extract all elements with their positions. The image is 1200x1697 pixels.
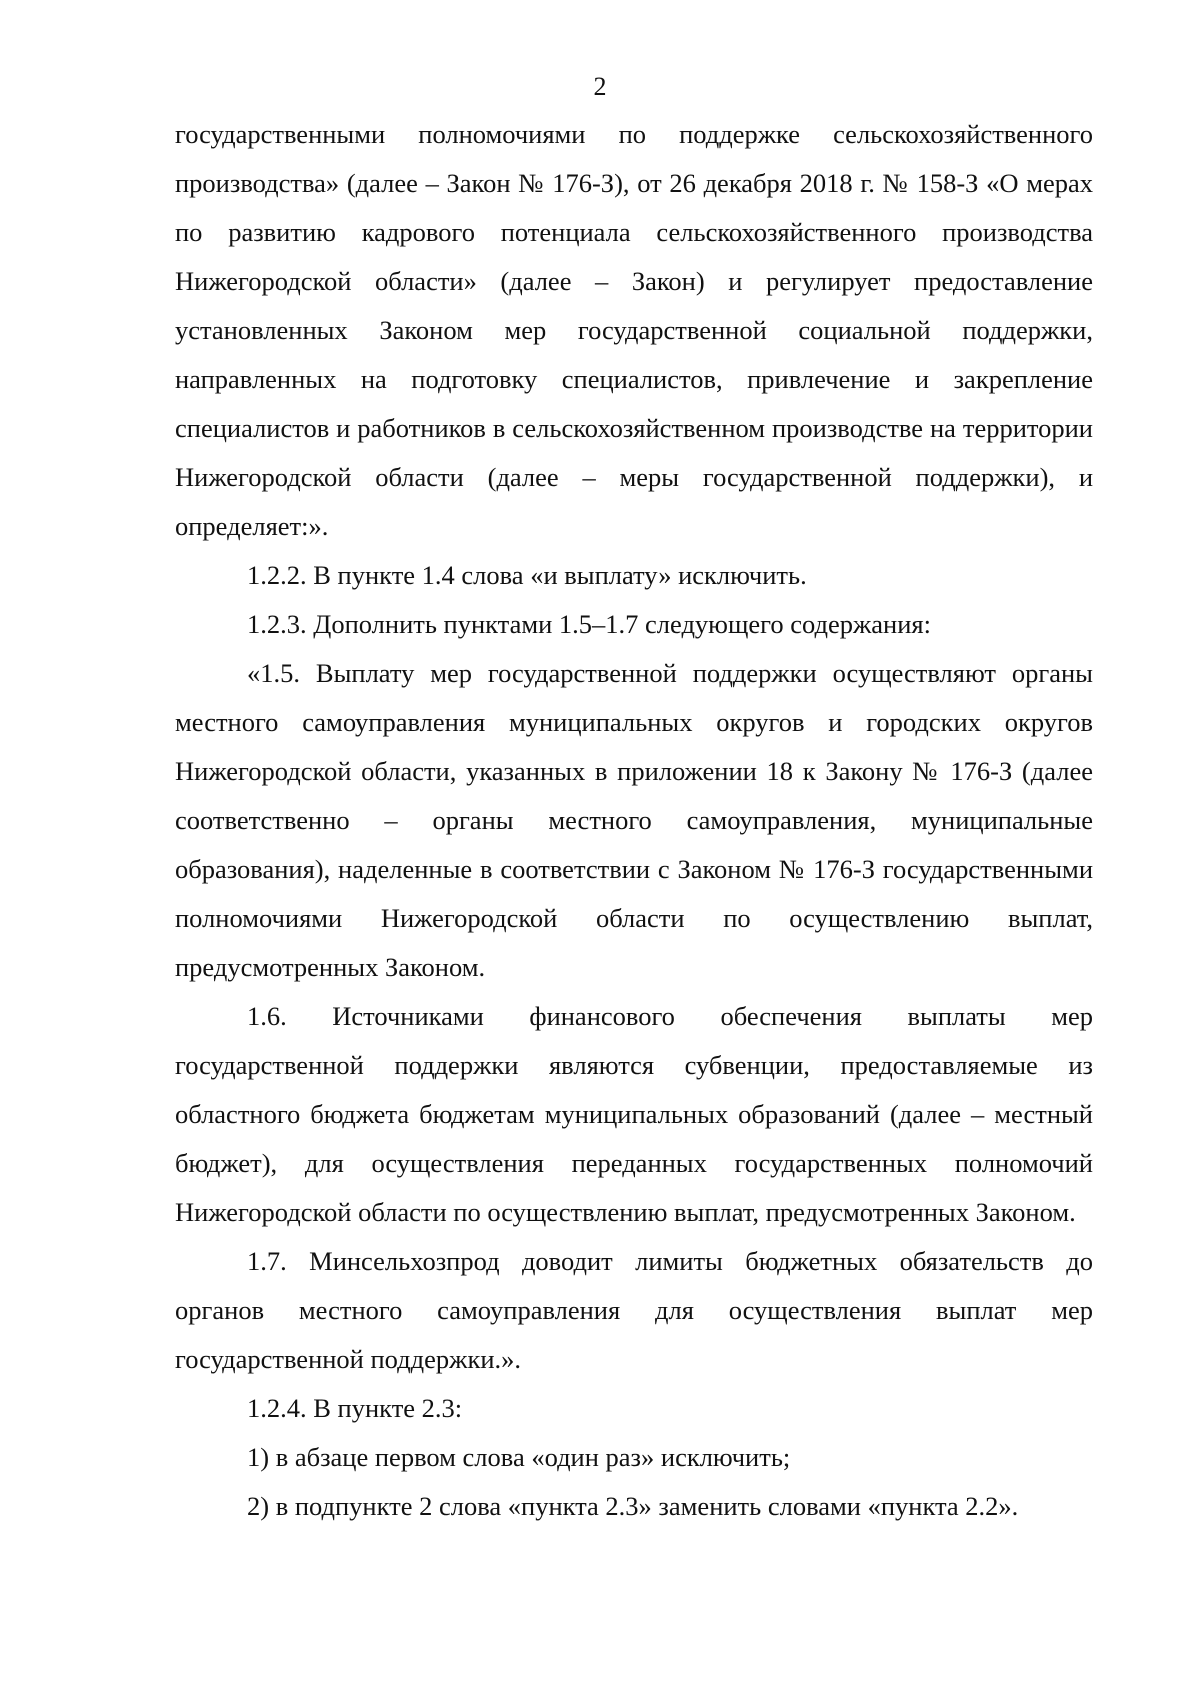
list-item-1: 1) в абзаце первом слова «один раз» исключить; xyxy=(247,1442,791,1472)
paragraph-continuation: государственными полномочиями по поддержке сельскохозяйственного производства» (далее – Закон № 176-З), от 26 декабря 2018 г. № 158-З «О мерах по развитию кадрового потенциала сельскохозяйственного производства Нижегородской области» (далее – Закон) и регулирует предоставление установленных Законом мер государственной социальной поддержки, направленных на подготовку специалистов, привлечение и закрепление специалистов и работников в сельскохозяйственном производстве на территории Нижегородской области (далее – меры государственной поддержки), и определяет:». xyxy=(175,119,1093,541)
paragraph-1-2-4: 1.2.4. В пункте 2.3: xyxy=(247,1393,463,1423)
paragraph-1-2-2: 1.2.2. В пункте 1.4 слова «и выплату» исключить. xyxy=(247,560,807,590)
page-number: 2 xyxy=(593,72,607,101)
paragraph-1-7: 1.7. Минсельхозпрод доводит лимиты бюджетных обязательств до органов местного самоуправления для осуществления выплат мер государственной поддержки.». xyxy=(175,1246,1093,1374)
list-item-2: 2) в подпункте 2 слова «пункта 2.3» заменить словами «пункта 2.2». xyxy=(247,1491,1019,1521)
paragraph-1-5: «1.5. Выплату мер государственной поддержки осуществляют органы местного самоуправления муниципальных округов и городских округов Нижегородской области, указанных в приложении 18 к Закону № 176-З (далее соответственно – органы местного самоуправления, муниципальные образования), наделенные в соответствии с Законом № 176-З государственными полномочиями Нижегородской области по осуществлению выплат, предусмотренных Законом. xyxy=(175,658,1093,982)
paragraph-1-2-3: 1.2.3. Дополнить пунктами 1.5–1.7 следующего содержания: xyxy=(247,609,931,639)
document-body xyxy=(175,110,1093,1531)
paragraph-1-6: 1.6. Источниками финансового обеспечения выплаты мер государственной поддержки являются субвенции, предоставляемые из областного бюджета бюджетам муниципальных образований (далее – местный бюджет), для осуществления переданных государственных полномочий Нижегородской области по осуществлению выплат, предусмотренных Законом. xyxy=(175,1001,1093,1227)
